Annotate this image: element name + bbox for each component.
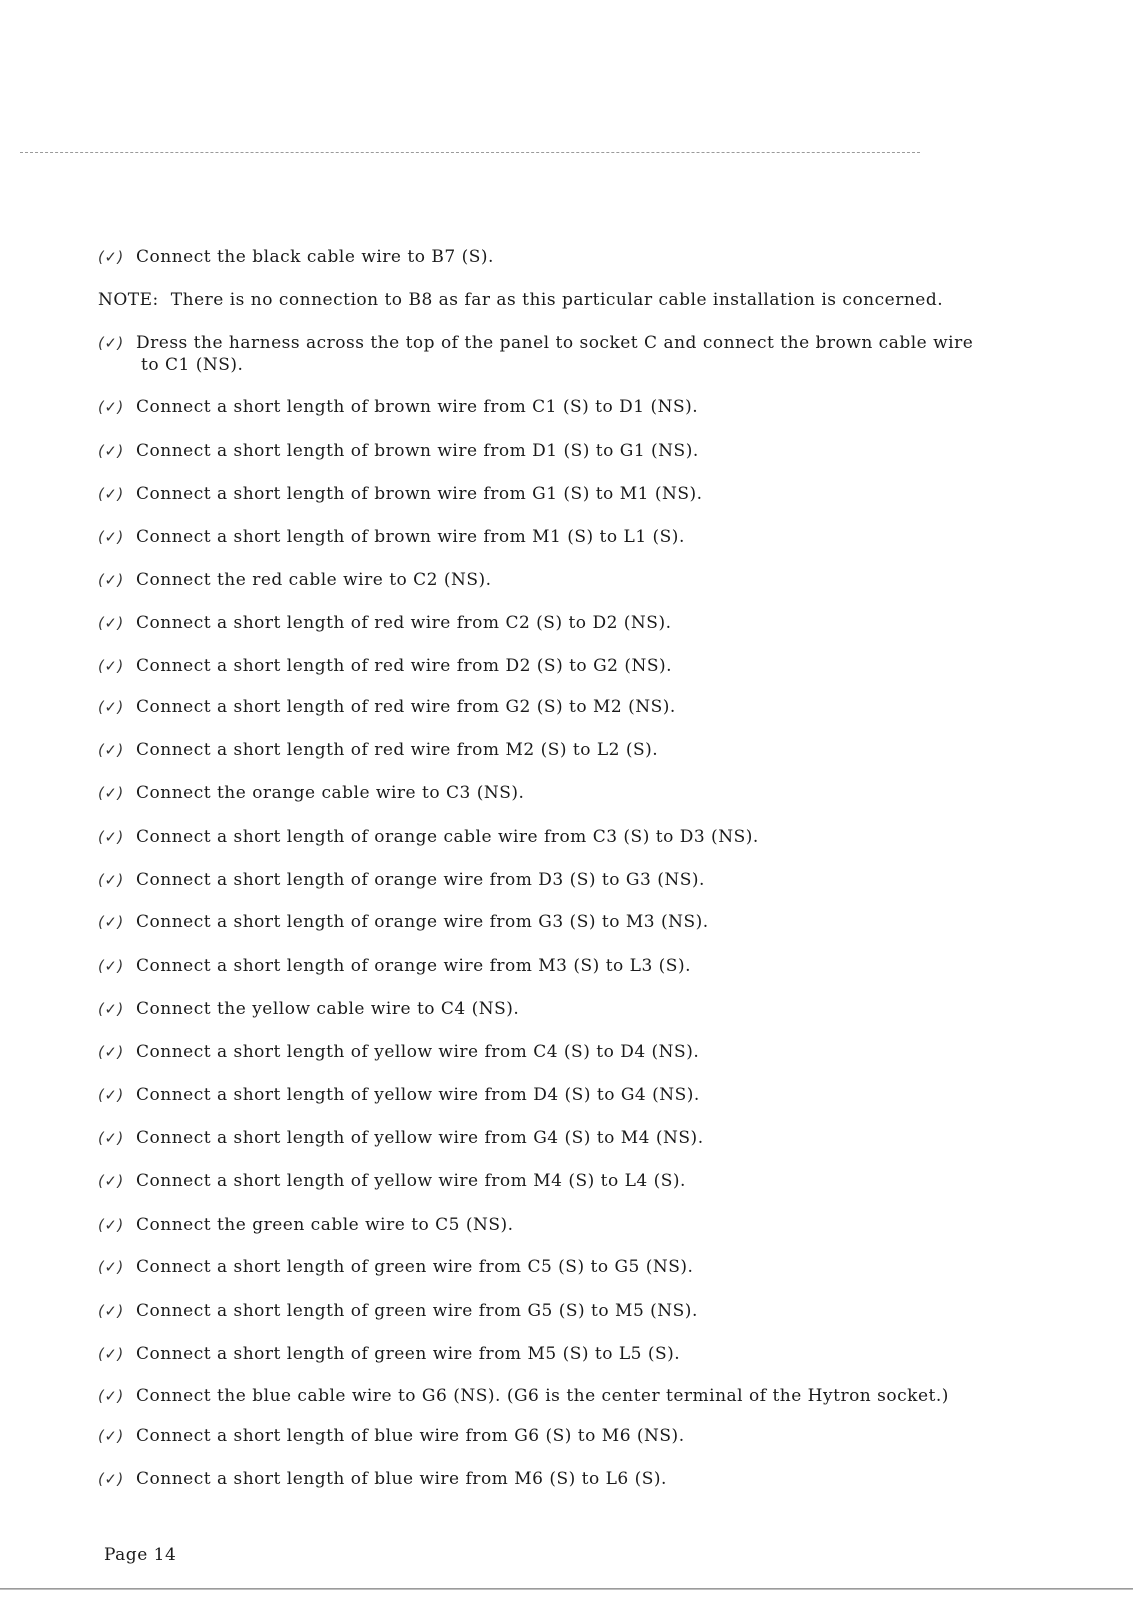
step-text: Connect a short length of green wire from G5 (S) to M5 (NS). (136, 1301, 698, 1321)
step-text: Connect a short length of blue wire from M6 (S) to L6 (S). (136, 1469, 667, 1489)
checkmark-icon: (✓) (98, 741, 124, 759)
step-item (98, 998, 1108, 1020)
checkmark-icon: (✓) (98, 1427, 124, 1445)
checkmark-icon: (✓) (98, 614, 124, 632)
step-item (98, 1127, 1108, 1149)
checkmark-icon: (✓) (98, 528, 124, 546)
step-text: Connect a short length of yellow wire from C4 (S) to D4 (NS). (136, 1042, 700, 1062)
step-text: Connect a short length of brown wire from G1 (S) to M1 (NS). (136, 484, 703, 504)
checkmark-icon: (✓) (98, 248, 124, 266)
checkmark-icon: (✓) (98, 334, 124, 352)
step-item (98, 696, 1108, 718)
step-text: Connect a short length of red wire from M2 (S) to L2 (S). (136, 740, 659, 760)
checkmark-icon: (✓) (98, 1086, 124, 1104)
step-text: Connect a short length of yellow wire from D4 (S) to G4 (NS). (136, 1085, 700, 1105)
step-item (98, 1214, 1108, 1236)
step-item (98, 826, 1108, 848)
step-text: Connect the red cable wire to C2 (NS). (136, 570, 492, 590)
step-item (98, 1041, 1108, 1063)
step-item (98, 526, 1108, 548)
step-item (98, 569, 1108, 591)
step-text: Connect a short length of orange cable wire from C3 (S) to D3 (NS). (136, 827, 759, 847)
step-item (98, 1084, 1108, 1106)
step-text: Connect a short length of green wire from M5 (S) to L5 (S). (136, 1344, 681, 1364)
checkmark-icon: (✓) (98, 698, 124, 716)
step-item (98, 246, 1108, 268)
top-rule (20, 152, 920, 153)
step-item (98, 1468, 1108, 1490)
step-item (98, 396, 1108, 418)
step-text: Connect the black cable wire to B7 (S). (136, 247, 494, 267)
step-text: Connect a short length of green wire from C5 (S) to G5 (NS). (136, 1257, 694, 1277)
checkmark-icon: (✓) (98, 1470, 124, 1488)
step-text: Connect a short length of red wire from D2 (S) to G2 (NS). (136, 656, 673, 676)
note-label: NOTE: (98, 290, 159, 310)
checkmark-icon: (✓) (98, 571, 124, 589)
step-text: Connect a short length of orange wire from G3 (S) to M3 (NS). (136, 912, 709, 932)
checkmark-icon: (✓) (98, 1172, 124, 1190)
checkmark-icon: (✓) (98, 913, 124, 931)
step-item (98, 1385, 1108, 1407)
step-item (98, 1425, 1108, 1447)
checkmark-icon: (✓) (98, 398, 124, 416)
step-item (98, 612, 1108, 634)
step-text: Connect a short length of brown wire from C1 (S) to D1 (NS). (136, 397, 699, 417)
step-item (98, 655, 1108, 677)
note (98, 289, 1108, 311)
step-item (98, 739, 1108, 761)
step-text: Connect a short length of brown wire from M1 (S) to L1 (S). (136, 527, 685, 547)
step-text-continuation: to C1 (NS). (141, 355, 244, 375)
step-text: Connect the blue cable wire to G6 (NS). (G6 is the center terminal of the Hytron socket.) (136, 1386, 949, 1406)
step-text: Connect the green cable wire to C5 (NS). (136, 1215, 514, 1235)
checkmark-icon: (✓) (98, 957, 124, 975)
note-text: There is no connection to B8 as far as this particular cable installation is concerned. (170, 290, 944, 310)
step-item (98, 1343, 1108, 1365)
checkmark-icon: (✓) (98, 442, 124, 460)
step-item (98, 332, 1108, 376)
checkmark-icon: (✓) (98, 1216, 124, 1234)
step-text: Connect a short length of red wire from G2 (S) to M2 (NS). (136, 697, 676, 717)
checkmark-icon: (✓) (98, 784, 124, 802)
step-text: Connect a short length of orange wire from D3 (S) to G3 (NS). (136, 870, 705, 890)
step-text: Connect a short length of yellow wire from G4 (S) to M4 (NS). (136, 1128, 704, 1148)
step-item (98, 1256, 1108, 1278)
bottom-rule (0, 1588, 1133, 1590)
step-item (98, 1300, 1108, 1322)
step-item (98, 869, 1108, 891)
checkmark-icon: (✓) (98, 828, 124, 846)
checkmark-icon: (✓) (98, 1043, 124, 1061)
checkmark-icon: (✓) (98, 1302, 124, 1320)
step-item (98, 1170, 1108, 1192)
step-item (98, 483, 1108, 505)
checkmark-icon: (✓) (98, 657, 124, 675)
step-item (98, 955, 1108, 977)
step-item (98, 911, 1108, 933)
checkmark-icon: (✓) (98, 1000, 124, 1018)
page-number: Page 14 (104, 1545, 177, 1565)
step-text: Connect a short length of blue wire from G6 (S) to M6 (NS). (136, 1426, 685, 1446)
step-item (98, 440, 1108, 462)
checkmark-icon: (✓) (98, 1129, 124, 1147)
checkmark-icon: (✓) (98, 1345, 124, 1363)
checkmark-icon: (✓) (98, 871, 124, 889)
step-item (98, 782, 1108, 804)
step-text: Dress the harness across the top of the panel to socket C and connect the brown cable wire (136, 333, 974, 353)
checkmark-icon: (✓) (98, 1387, 124, 1405)
step-text: Connect a short length of red wire from C2 (S) to D2 (NS). (136, 613, 672, 633)
checkmark-icon: (✓) (98, 485, 124, 503)
step-text: Connect the yellow cable wire to C4 (NS). (136, 999, 520, 1019)
step-text: Connect a short length of orange wire from M3 (S) to L3 (S). (136, 956, 691, 976)
checkmark-icon: (✓) (98, 1258, 124, 1276)
step-text: Connect the orange cable wire to C3 (NS). (136, 783, 525, 803)
step-text: Connect a short length of yellow wire from M4 (S) to L4 (S). (136, 1171, 686, 1191)
step-text: Connect a short length of brown wire from D1 (S) to G1 (NS). (136, 441, 699, 461)
